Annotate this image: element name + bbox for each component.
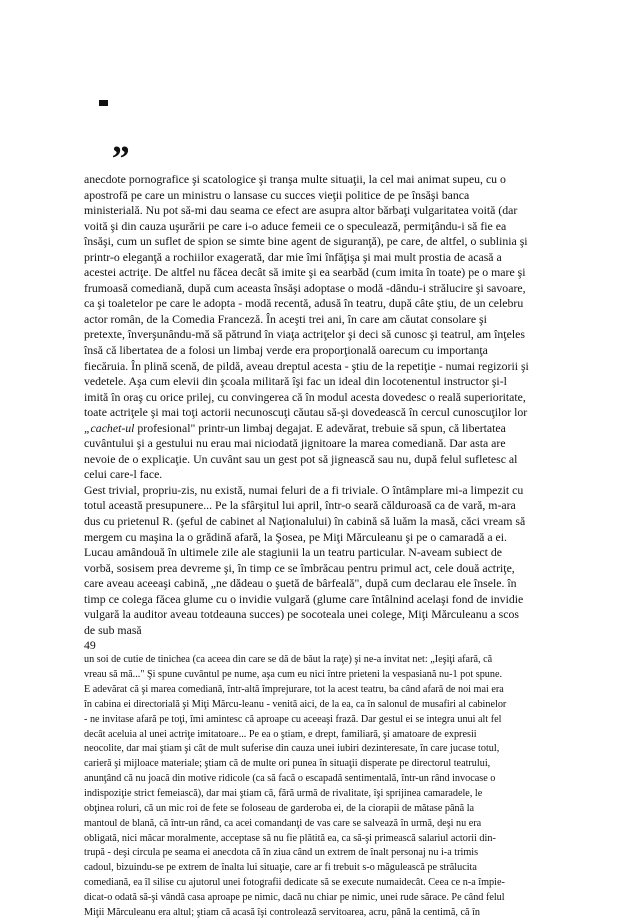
text-line-with-italic [84,421,556,437]
text-line: vedetele. Aşa cum elevii din şcoala militară îşi fac un ideal din locotenentul instructor şi-l [84,374,507,389]
text-line: însăşi, cum un suflet de spion se simte bine agent de siguranţă), pe care, de altfel, o sublinia şi [84,234,528,249]
text-line: dicat-o odată să-şi vândă casa aproape pe nimic, dacă nu chiar pe nimic, unei rude sărace. Pe când felul [84,891,505,903]
page-number: 49 [84,638,96,653]
text-line: celui care-l face. [84,467,163,482]
text-line: Gest trivial, propriu-zis, nu există, numai feluri de a fi triviale. O întâmplare mi-a limpezit cu [84,482,524,497]
text-line: carieră şi mijloace materiale; ştiam că de multe ori punea în situaţii disperate pe directorul teatrului, [84,758,491,770]
text-line: cuvântului şi a gestului nu erau mai niciodată jignitoare la marea comediană. Dar asta are [84,436,506,451]
text-line: însă că libertatea de a folosi un limbaj verde era proporţională oarecum cu importanţa [84,343,488,358]
body-text [84,172,556,921]
text-line: vorbă, sosisem prea devreme şi, în timp ce se îmbrăcau pentru primul act, cele două actriţe, [84,560,515,575]
text-line: Miţii Mărculeanu era altul; ştiam că acasă îşi controlează servitoarea, acru, până la centimă, că în [84,906,480,918]
text-line: dus cu prietenul R. (şeful de cabinet al Naţionalului) în cabină să luăm la masă, căci vream să [84,514,526,529]
text-line: comediană, ea îl silise cu ajutorul unei fotografii dedicate să se execute numaidecât. Ceea ce n-a împie- [84,877,505,889]
text-segment: profesional" printr-un limbaj degajat. E adevărat, trebuie să spun, că libertatea [134,420,506,435]
text-line: anunţând că nu joacă din motive ridicole (ca să facă o escapadă sentimentală, într-un rând invocase o [84,773,496,785]
text-line: cadoul, bizuindu-se pe extrem de înalta lui situaţie, care ar fi trebuit s-o măgulească pe strălucita [84,862,477,874]
text-line: voită şi din cauza uşurării pe care i-o aduce femeii ce o speculează, permiţându-i să fie ea [84,218,507,233]
text-line: nevoie de o explicaţie. Un cuvânt sau un gest pot să jignească sau nu, după felul sufletesc al [84,451,518,466]
text-line: toate actriţele şi mai toţi actorii necunoscuţi căutau să-şi dovedească în cercul cunoscuţilor lor [84,405,528,420]
text-line: apostrofă pe care un ministru o lansase cu succes vieţii politice de pe însăşi banca [84,187,470,202]
text-line: decât aceluia al unei actriţe imitatoare... Pe ea o ştiam, e drept, familiară, şi amatoare de expresii [84,728,477,740]
text-line: fiecăruia. În plină scenă, de pildă, aveau dreptul acesta - ştiu de la repetiţie - numai regizorii şi [84,358,529,373]
paragraph-2 [84,653,556,920]
text-line: obţinea roluri, că un mic roi de fete se foloseau de garderoba ei, de la ciorapii de mătase până la [84,802,475,814]
text-line: E adevărat că şi marea comediană, într-altă împrejurare, tot la acest teatru, ba când afară de noi mai era [84,684,504,696]
text-line: pretexte, înverşunându-mă să pătrund în viaţa actriţelor şi deci să cunosc şi teatrul, am înţeles [84,327,525,342]
text-line: ministerială. Nu pot să-mi dau seama ce efect are asupra altor bărbaţi vulgaritatea voită (dar [84,203,518,218]
text-line: neocolite, dar mai ştiam şi cât de mult suferise din cauza unei iubiri dezinteresate, în care jucase totul, [84,743,500,755]
italic-term: „cachet-ul [84,420,135,435]
opening-quote-mark: „ [112,120,130,160]
text-line: acestei actriţe. De altfel nu făcea decât să imite şi ea searbăd (cum imita în toate) pe o mare şi [84,265,526,280]
paragraph-1 [84,172,556,638]
dash-mark [99,100,108,106]
text-line: trupă - deşi circula pe seama ei anecdota că în ziua când un extrem de înalt personaj nu i-a trimis [84,847,479,859]
text-line: totul această presupunere... Pe la sfârşitul lui april, într-o seară călduroasă ca de vară, m-ara [84,498,516,513]
text-line: frumoasă comediană, după cum aceasta însăşi adoptase o modă -dându-i strălucire şi savoare, [84,280,526,295]
text-line: un soi de cutie de tinichea (ca aceea din care se dă de băut la raţe) şi ne-a invitat net: „Ieşiţi afară, că [84,654,493,666]
text-line: ca şi toaletelor pe care le adopta - modă recentă, adusă în teatru, după câte ştiu, de un celebru [84,296,524,311]
text-line: care aveau aceeaşi cabină, „ne dădeau o şuetă de bârfeală", după cum declarau ele însele. în [84,576,517,591]
text-line: timp ce colega făcea glume cu o invidie vulgară (glume care întâlnind acelaşi fond de invidie [84,591,524,606]
text-line: vulgară la auditor aveau totdeauna succes) pe socoteala unei colege, Miţi Mărculeanu a scos [84,607,519,622]
text-line: vreau să mă..." Şi spune cuvântul pe nume, aşa cum eu nici între prieteni la vespasiană nu-1 pot spune. [84,669,503,681]
text-line: obligată, nici măcar moralmente, acceptase să nu fie plătită ea, ca să-şi primească salariul actorii din- [84,832,496,844]
text-line: de sub masă [84,622,142,637]
text-line: mantoul de blană, că într-un rând, ca acei comandanţi de vas care se salvează în urmă, deşi nu era [84,817,482,829]
text-line: anecdote pornografice şi scatologice şi tranşa multe situaţii, la cel mai animat supeu, cu o [84,172,506,186]
text-line: mergem cu maşina la o grădină afară, la Şosea, pe Miţi Mărculeanu şi pe o camaradă a ei. [84,529,507,544]
text-line: - ne invitase afară pe toţi, îmi amintesc că aproape cu aceeaşi frază. Dar gestul ei se integra unui alt fel [84,713,502,725]
text-line: în cabina ei directorială şi Miţi Mărcu-leanu - venită aici, de la ea, ca în salonul de musafiri al cabinelor [84,698,507,710]
text-line: indispoziţie strict femeiască), dar mai ştiam că, fără urmă de rivalitate, îşi sprijinea camaradele, le [84,788,483,799]
text-line: printr-o eleganţă a rochiilor exagerată, dar mie îmi înfăţişa şi mai mult prostia de acasă a [84,249,502,264]
text-line: imită în oraş cu orice prilej, cu convingerea că în modul acesta dovedesc o reală superioritate, [84,389,526,404]
text-line: actor român, de la Comedia Franceză. În aceşti trei ani, în care am căutat consolare şi [84,311,487,326]
text-line: Lucau amândouă în ultimele zile ale stagiunii la un teatru particular. N-aveam subiect de [84,545,502,560]
